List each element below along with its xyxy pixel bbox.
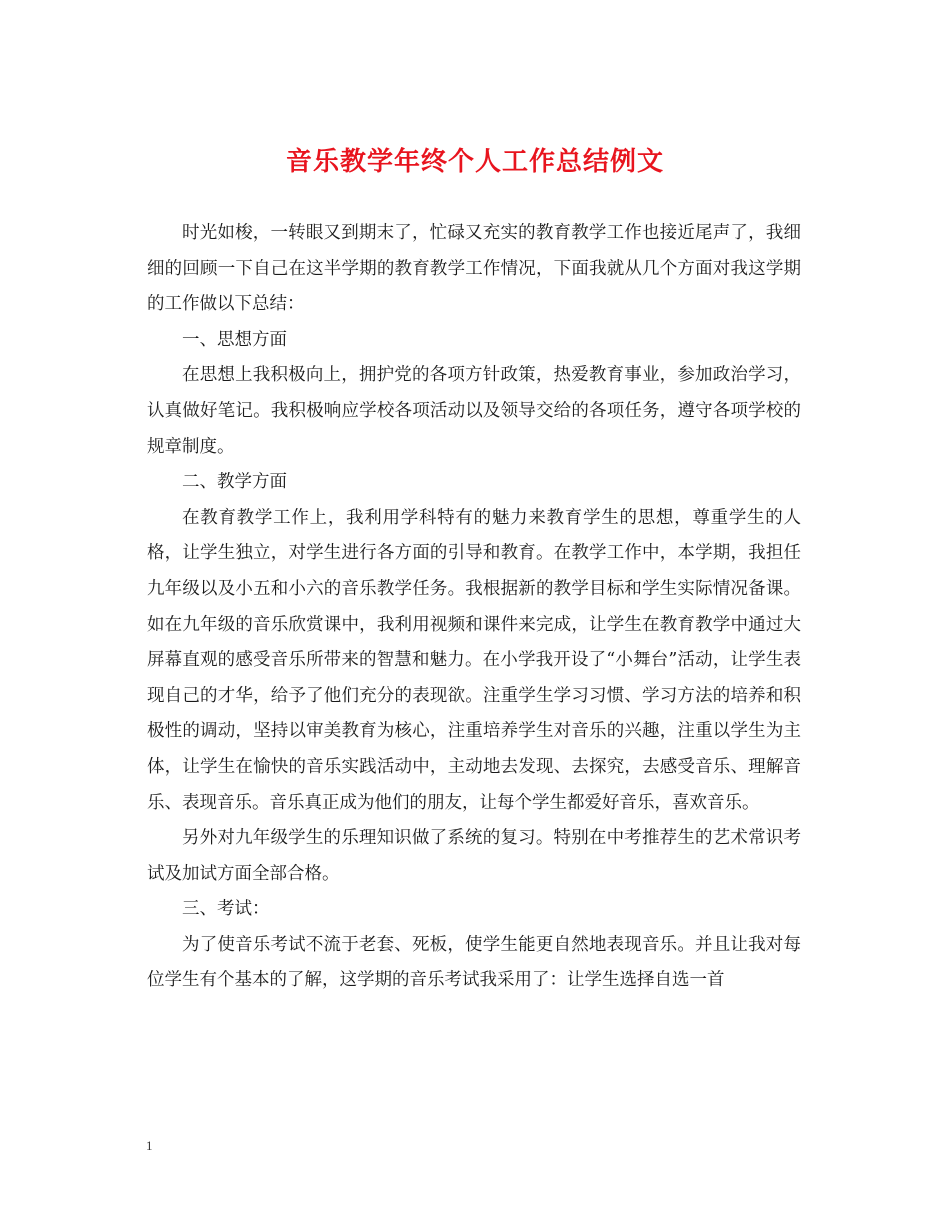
- document-body: [147, 216, 801, 999]
- paragraph-exam: 为了使音乐考试不流于老套、死板，使学生能更自然地表现音乐。并且让我对每位学生有个基本的了解，这学期的音乐考试我采用了：让学生选择自选一首: [147, 934, 801, 991]
- section-heading-teaching: 二、教学方面: [182, 472, 287, 493]
- paragraph-review: 另外对九年级学生的乐理知识做了系统的复习。特别在中考推荐生的艺术常识考试及加试方面全部合格。: [147, 828, 801, 884]
- page-number: 1: [146, 1138, 153, 1153]
- section-heading-thought: 一、思想方面: [182, 329, 287, 350]
- paragraph-teaching: 在教育教学工作上，我利用学科特有的魅力来教育学生的思想，尊重学生的人格，让学生独立，对学生进行各方面的引导和教育。在教学工作中，本学期，我担任九年级以及小五和小六的音乐教学任务。我根据新的教学目标和学生实际情况备课。如在九年级的音乐欣赏课中，我利用视频和课件来完成，让学生在教育教学中通过大屏幕直观的感受音乐所带来的智慧和魅力。在小学我开设了“小舞台”活动，让学生表现自己的才华，给予了他们充分的表现欲。注重学生学习习惯、学习方法的培养和积极性的调动，坚持以审美教育为核心，注重培养学生对音乐的兴趣，注重以学生为主体，让学生在愉快的音乐实践活动中，主动地去发现、去探究，去感受音乐、理解音乐、表现音乐。音乐真正成为他们的朋友，让每个学生都爱好音乐，喜欢音乐。: [147, 507, 801, 813]
- document-title: 音乐教学年终个人工作总结例文: [285, 147, 664, 177]
- section-heading-exam: 三、考试：: [182, 899, 270, 920]
- paragraph-intro: 时光如梭，一转眼又到期末了，忙碌又充实的教育教学工作也接近尾声了，我细细的回顾一下自己在这半学期的教育教学工作情况，下面我就从几个方面对我这学期的工作做以下总结：: [147, 223, 801, 315]
- paragraph-thought: 在思想上我积极向上，拥护党的各项方针政策，热爱教育事业，参加政治学习，认真做好笔记。我积极响应学校各项活动以及领导交给的各项任务，遵守各项学校的规章制度。: [147, 365, 801, 457]
